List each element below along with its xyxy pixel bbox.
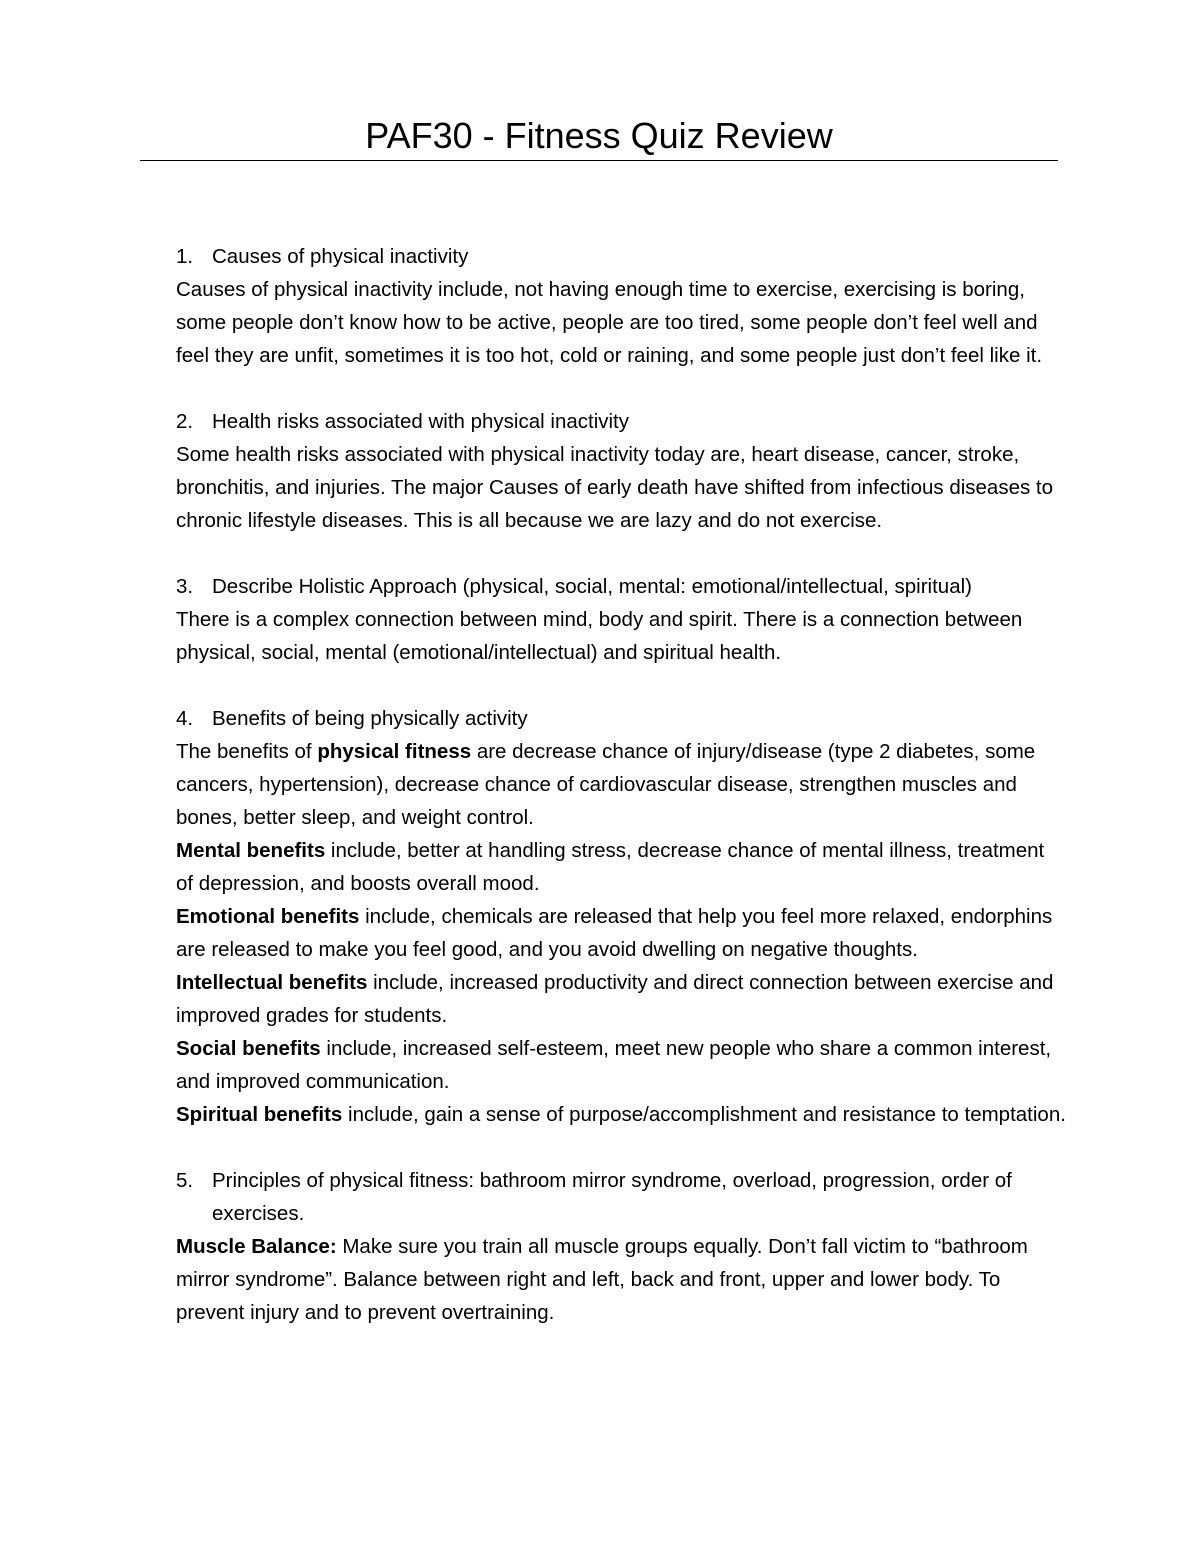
section-heading bbox=[176, 570, 1066, 603]
social-benefits-paragraph bbox=[176, 1032, 1066, 1098]
document-body bbox=[176, 240, 1066, 1362]
social-benefits-term: Social benefits bbox=[176, 1037, 321, 1060]
section-heading bbox=[176, 702, 1066, 735]
mental-benefits-text: include, better at handling stress, decrease chance of mental illness, treatment of depression, and boosts overall mood. bbox=[176, 839, 1045, 895]
section-body: There is a complex connection between mind, body and spirit. There is a connection between physical, social, mental (emotional/intellectual) and spiritual health. bbox=[176, 608, 1023, 664]
section-heading-text: Benefits of being physically activity bbox=[212, 707, 528, 730]
section-body: Causes of physical inactivity include, not having enough time to exercise, exercising is boring, some people don’t know how to be active, people are too tired, some people don’t feel well and feel they are unfit, sometimes it is too hot, cold or raining, and some people just don’t feel like it. bbox=[176, 278, 1043, 367]
physical-pre-text: The benefits of bbox=[176, 740, 318, 763]
section-number: 1. bbox=[176, 245, 194, 268]
section-heading-text: Describe Holistic Approach (physical, social, mental: emotional/intellectual, spiritual) bbox=[212, 575, 972, 598]
muscle-balance-text: Make sure you train all muscle groups equally. Don’t fall victim to “bathroom mirror syndrome”. Balance between right and left, back and front, upper and lower body. To prevent injury and to prevent overtraining. bbox=[176, 1235, 1028, 1324]
section-heading-text: Causes of physical inactivity bbox=[212, 245, 469, 268]
intellectual-benefits-term: Intellectual benefits bbox=[176, 971, 368, 994]
emotional-benefits-text: include, chemicals are released that help you feel more relaxed, endorphins are released to make you feel good, and you avoid dwelling on negative thoughts. bbox=[176, 905, 1053, 961]
mental-benefits-paragraph bbox=[176, 834, 1066, 900]
section-heading bbox=[176, 1164, 1066, 1230]
emotional-benefits-term: Emotional benefits bbox=[176, 905, 360, 928]
section-benefits bbox=[176, 702, 1066, 1131]
physical-post-text: are decrease chance of injury/disease (type 2 diabetes, some cancers, hypertension), decrease chance of cardiovascular disease, strengthen muscles and bones, better sleep, and weight control. bbox=[176, 740, 1036, 829]
section-heading-text: Health risks associated with physical inactivity bbox=[212, 410, 629, 433]
mental-benefits-term: Mental benefits bbox=[176, 839, 326, 862]
title-divider bbox=[140, 160, 1058, 161]
document-title: PAF30 - Fitness Quiz Review bbox=[365, 115, 833, 156]
spiritual-benefits-paragraph bbox=[176, 1098, 1066, 1131]
physical-benefits-paragraph bbox=[176, 735, 1066, 834]
muscle-balance-term: Muscle Balance: bbox=[176, 1235, 337, 1258]
muscle-balance-paragraph bbox=[176, 1230, 1066, 1329]
section-heading bbox=[176, 405, 1066, 438]
section-holistic-approach bbox=[176, 570, 1066, 669]
section-causes-of-inactivity bbox=[176, 240, 1066, 372]
section-heading-text: Principles of physical fitness: bathroom mirror syndrome, overload, progression, order of exercises. bbox=[212, 1169, 1012, 1225]
spiritual-benefits-term: Spiritual benefits bbox=[176, 1103, 343, 1126]
physical-fitness-term: physical fitness bbox=[317, 740, 472, 763]
section-number: 4. bbox=[176, 707, 194, 730]
section-number: 2. bbox=[176, 410, 194, 433]
section-number: 3. bbox=[176, 575, 194, 598]
social-benefits-text: include, increased self-esteem, meet new people who share a common interest, and improved communication. bbox=[176, 1037, 1052, 1093]
section-number: 5. bbox=[176, 1169, 194, 1192]
section-body: Some health risks associated with physical inactivity today are, heart disease, cancer, stroke, bronchitis, and injuries. The major Causes of early death have shifted from infectious diseases to chronic lifestyle diseases. This is all because we are lazy and do not exercise. bbox=[176, 443, 1054, 532]
intellectual-benefits-paragraph bbox=[176, 966, 1066, 1032]
section-heading bbox=[176, 240, 1066, 273]
section-health-risks bbox=[176, 405, 1066, 537]
intellectual-benefits-text: include, increased productivity and direct connection between exercise and improved grades for students. bbox=[176, 971, 1054, 1027]
section-principles bbox=[176, 1164, 1066, 1329]
emotional-benefits-paragraph bbox=[176, 900, 1066, 966]
spiritual-benefits-text: include, gain a sense of purpose/accomplishment and resistance to temptation. bbox=[342, 1103, 1066, 1126]
